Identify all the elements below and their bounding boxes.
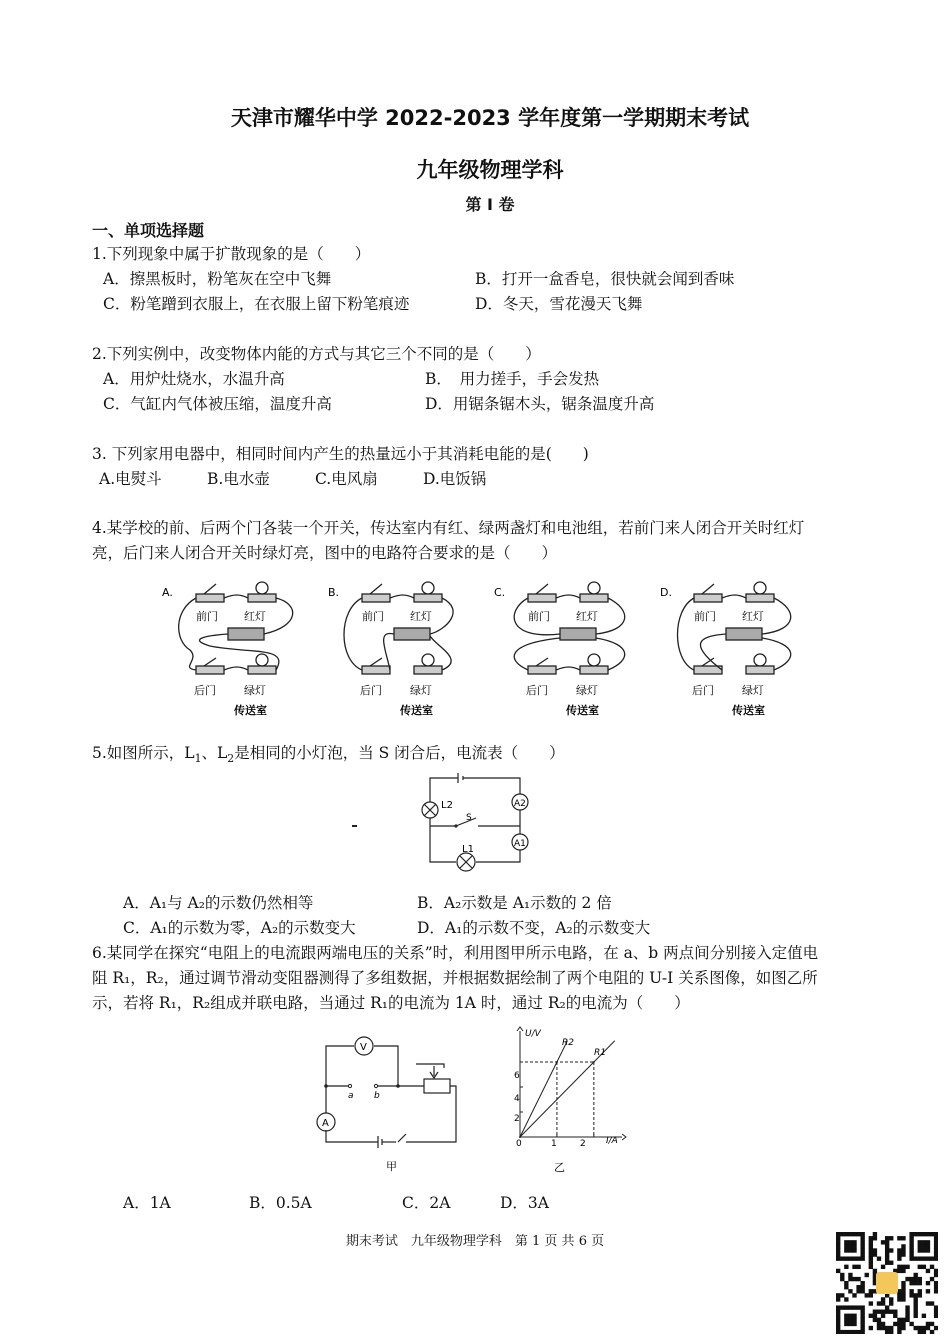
q4-stem-line1: 4.某学校的前、后两个门各装一个开关，传达室内有红、绿两盏灯和电池组，若前门来人闭合开关时红灯	[92, 519, 805, 537]
q5-option-a: A．A₁与 A₂的示数仍然相等	[123, 894, 314, 912]
x-axis-arrow	[622, 1134, 626, 1140]
q4-fig-red: 红灯	[410, 610, 432, 623]
q5-stem-pre: 5.如图所示，L	[92, 744, 195, 762]
q5-stem-mid: 、L	[201, 744, 228, 762]
q4-fig-red: 红灯	[576, 610, 598, 623]
q4-figure-row	[160, 580, 820, 720]
q4-figure-d	[658, 580, 818, 720]
q1-option-d: D．冬天，雪花漫天飞舞	[475, 295, 643, 313]
q2-option-b: B． 用力搓手，手会发热	[425, 370, 600, 388]
q6-jia-caption: 甲	[386, 1160, 397, 1173]
q4-fig-room: 传送室	[400, 704, 433, 717]
q4-figure-b	[326, 580, 486, 720]
q5-label-a2: A2	[514, 799, 526, 809]
q5-label-s: S	[466, 813, 472, 823]
q6-yi-xtick: 0	[516, 1139, 522, 1149]
exam-subtitle: 九年级物理学科	[416, 158, 564, 182]
q6-jia-a: A	[322, 1118, 329, 1129]
q4-fig-back: 后门	[360, 684, 382, 697]
q3-option-a: A.电熨斗	[99, 470, 162, 488]
q4-fig-back: 后门	[194, 684, 216, 697]
q6-option-c: C．2A	[402, 1194, 451, 1212]
volume-label: 第 I 卷	[465, 195, 515, 214]
q6-yi-ytick: 4	[514, 1094, 520, 1104]
q4-fig-green: 绿灯	[576, 684, 598, 697]
q4-fig-back: 后门	[692, 684, 714, 697]
q6-yi-xtick: 2	[580, 1139, 586, 1149]
q4-fig-room: 传送室	[234, 704, 267, 717]
q1-stem: 1.下列现象中属于扩散现象的是（ ）	[92, 245, 371, 263]
q6-line2: 阻 R₁，R₂，通过调节滑动变阻器测得了多组数据，并根据数据绘制了两个电阻的 U-I 关系图像，如图乙所	[92, 969, 818, 987]
q2-option-a: A．用炉灶烧水，水温升高	[103, 370, 285, 388]
q3-option-c: C.电风扇	[315, 470, 378, 488]
q4-fig-front: 前门	[528, 610, 550, 623]
q5-label-a1: A1	[514, 839, 526, 849]
series-line-r2	[520, 1041, 567, 1137]
stray-dash	[352, 825, 357, 827]
q6-jia-point-a: a	[348, 1091, 354, 1101]
q5-stem-post: 是相同的小灯泡，当 S 闭合后，电流表（ ）	[234, 744, 565, 762]
q5-stem-sub1: 1	[194, 752, 202, 766]
q5-stem	[92, 741, 565, 765]
q5-stem-sub2: 2	[227, 752, 235, 766]
q6-yi-xlabel: I/A	[606, 1136, 618, 1146]
q2-stem: 2.下列实例中，改变物体内能的方式与其它三个不同的是（ ）	[92, 345, 541, 363]
q4-fig-red: 红灯	[742, 610, 764, 623]
q6-figure-yi	[500, 1025, 640, 1180]
q4-fig-letter: B.	[328, 586, 340, 599]
q4-figure-c	[492, 580, 652, 720]
q4-fig-green: 绿灯	[742, 684, 764, 697]
data-point-r1	[593, 1061, 595, 1063]
q6-yi-caption: 乙	[554, 1161, 565, 1174]
q4-fig-front: 前门	[196, 610, 218, 623]
q1-option-c: C．粉笔蹭到衣服上，在衣服上留下粉笔痕迹	[103, 295, 410, 313]
q3-option-d: D.电饭锅	[423, 470, 487, 488]
q1-option-a: A．擦黑板时，粉笔灰在空中飞舞	[103, 270, 332, 288]
q4-fig-letter: C.	[494, 586, 506, 599]
q4-fig-red: 红灯	[244, 610, 266, 623]
page-footer: 期末考试 九年级物理学科 第 1 页 共 6 页	[345, 1234, 605, 1249]
qr-code	[836, 1232, 938, 1334]
q6-option-d: D．3A	[500, 1194, 549, 1212]
q6-jia-v: V	[360, 1042, 367, 1053]
q6-yi-xtick: 1	[551, 1139, 557, 1149]
q5-option-c: C．A₁的示数为零，A₂的示数变大	[123, 919, 356, 937]
q6-line3: 示，若将 R₁，R₂组成并联电路，当通过 R₁的电流为 1A 时，通过 R₂的电流为（ ）	[92, 994, 690, 1012]
q4-fig-letter: A.	[162, 586, 173, 599]
q5-circuit	[410, 770, 550, 880]
q6-figure-jia	[310, 1030, 470, 1180]
q6-yi-ylabel: U/V	[525, 1029, 541, 1039]
q3-stem: 3. 下列家用电器中，相同时间内产生的热量远小于其消耗电能的是( )	[92, 445, 589, 463]
q6-jia-point-b: b	[374, 1091, 380, 1101]
q6-option-a: A．1A	[123, 1194, 171, 1212]
q5-option-d: D．A₁的示数不变，A₂的示数变大	[417, 919, 651, 937]
q4-stem-line2: 亮，后门来人闭合开关时绿灯亮，图中的电路符合要求的是（ ）	[92, 544, 558, 562]
q4-fig-back: 后门	[526, 684, 548, 697]
data-point-r1	[519, 1136, 521, 1138]
q5-option-b: B．A₂示数是 A₁示数的 2 倍	[417, 894, 612, 912]
q4-fig-green: 绿灯	[410, 684, 432, 697]
section-heading: 一、单项选择题	[92, 221, 205, 240]
q6-yi-r1-label: R1	[594, 1048, 606, 1058]
q4-fig-room: 传送室	[566, 704, 599, 717]
q4-figure-a	[160, 580, 320, 720]
q6-line1: 6.某同学在探究“电阻上的电流跟两端电压的关系”时，利用图甲所示电路，在 a、b 两点间分别接入定值电	[92, 944, 819, 962]
qr-code-graphic	[836, 1232, 938, 1334]
q2-option-c: C．气缸内气体被压缩，温度升高	[103, 395, 332, 413]
q4-fig-green: 绿灯	[244, 684, 266, 697]
data-point-r2	[556, 1061, 558, 1063]
q6-yi-ytick: 6	[514, 1071, 520, 1081]
q1-option-b: B．打开一盒香皂，很快就会闻到香味	[475, 270, 735, 288]
q6-yi-r2-label: R2	[562, 1038, 574, 1048]
q3-option-b: B.电水壶	[207, 470, 270, 488]
y-axis-arrow	[517, 1027, 523, 1031]
q2-option-d: D．用锯条锯木头，锯条温度升高	[425, 395, 655, 413]
q6-yi-ytick: 2	[514, 1114, 520, 1124]
q5-label-l2: L2	[441, 800, 453, 811]
q4-fig-letter: D.	[660, 586, 672, 599]
q4-fig-front: 前门	[694, 610, 716, 623]
q5-label-l1: L1	[462, 844, 474, 855]
q4-fig-room: 传送室	[732, 704, 765, 717]
q4-fig-front: 前门	[362, 610, 384, 623]
exam-title: 天津市耀华中学 2022-2023 学年度第一学期期末考试	[230, 106, 750, 130]
q6-option-b: B．0.5A	[249, 1194, 312, 1212]
